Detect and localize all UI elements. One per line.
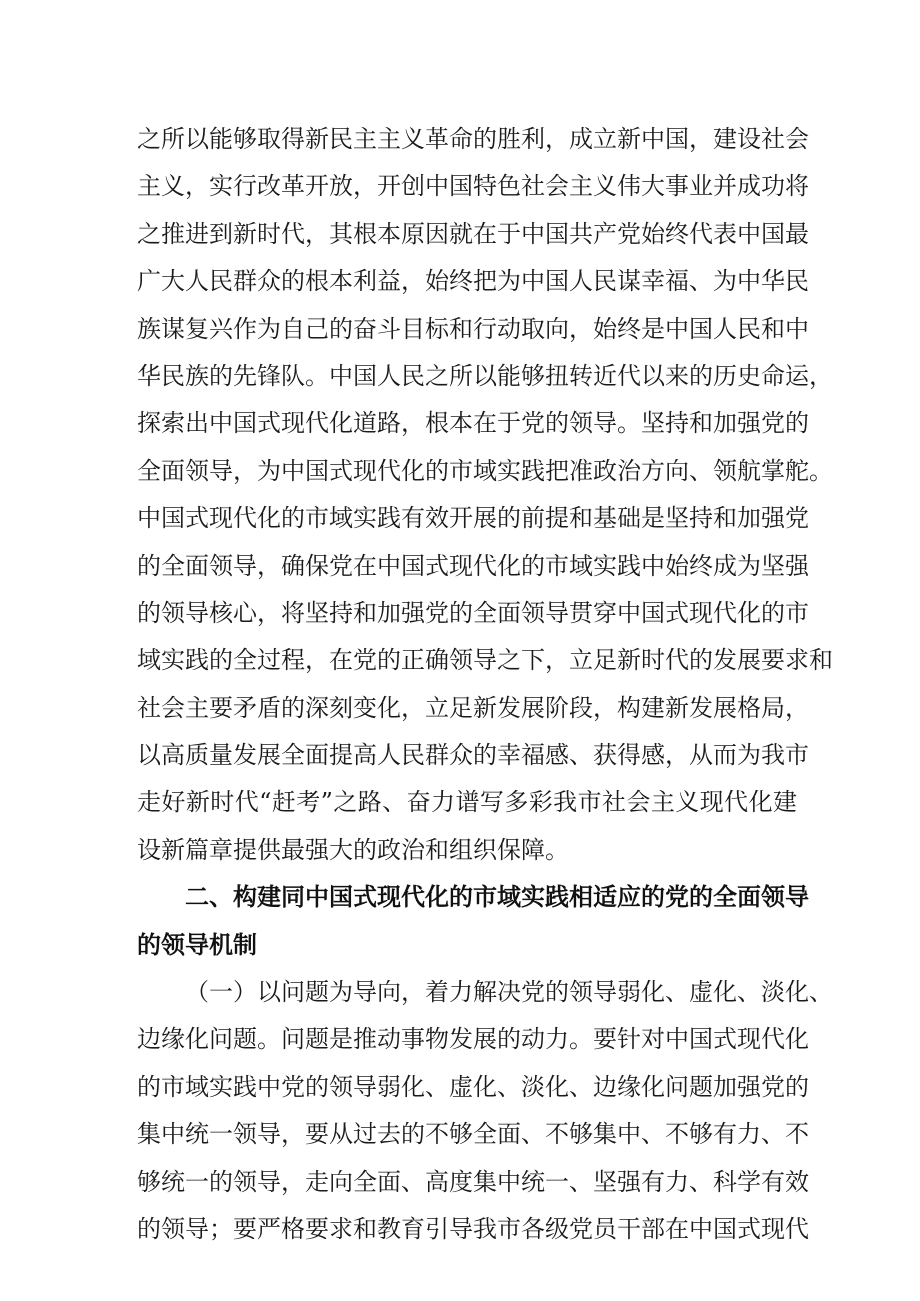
document-body	[137, 116, 833, 1253]
paragraph-line: 设新篇章提供最强大的政治和组织保障。	[137, 835, 569, 864]
paragraph-line: 集中统一领导，要从过去的不够全面、不够集中、不够有力、不	[137, 1120, 809, 1149]
paragraph-line: 之所以能够取得新民主主义革命的胜利，成立新中国，建设社会	[137, 125, 809, 153]
paragraph-line: 够统一的领导，走向全面、高度集中统一、坚强有力、科学有效	[137, 1167, 809, 1196]
paragraph-line: 的市域实践中党的领导弱化、虚化、淡化、边缘化问题加强党的	[137, 1072, 809, 1101]
paragraph-line: 走好新时代“赶考”之路、奋力谱写多彩我市社会主义现代化建	[137, 788, 797, 817]
paragraph-line: 社会主要矛盾的深刻变化，立足新发展阶段，构建新发展格局，	[137, 693, 809, 722]
paragraph-line: 的全面领导，确保党在中国式现代化的市域实践中始终成为坚强	[137, 551, 809, 580]
paragraph-2	[137, 969, 833, 1253]
paragraph-line: 中国式现代化的市域实践有效开展的前提和基础是坚持和加强党	[137, 504, 809, 533]
paragraph-line: 主义，实行改革开放，开创中国特色社会主义伟大事业并成功将	[137, 172, 809, 201]
paragraph-line: 华民族的先锋队。中国人民之所以能够扭转近代以来的历史命运，	[137, 361, 833, 390]
paragraph-line: （一）以问题为导向，着力解决党的领导弱化、虚化、淡化、	[185, 978, 833, 1007]
paragraph-line: 域实践的全过程，在党的正确领导之下，立足新时代的发展要求和	[137, 646, 833, 675]
paragraph-line: 族谋复兴作为自己的奋斗目标和行动取向，始终是中国人民和中	[137, 314, 809, 343]
paragraph-line: 的领导核心，将坚持和加强党的全面领导贯穿中国式现代化的市	[137, 598, 809, 627]
paragraph-line: 边缘化问题。问题是推动事物发展的动力。要针对中国式现代化	[137, 1025, 809, 1054]
paragraph-line: 以高质量发展全面提高人民群众的幸福感、获得感，从而为我市	[137, 741, 809, 770]
paragraph-line: 广大人民群众的根本利益，始终把为中国人民谋幸福、为中华民	[137, 267, 809, 296]
paragraph-line: 的领导；要严格要求和教育引导我市各级党员干部在中国式现代	[137, 1214, 809, 1243]
section-heading	[137, 874, 809, 969]
heading-line: 二、构建同中国式现代化的市域实践相适应的党的全面领导	[185, 883, 809, 912]
heading-line: 的领导机制	[137, 930, 257, 959]
paragraph-1	[137, 116, 833, 874]
paragraph-line: 之推进到新时代，其根本原因就在于中国共产党始终代表中国最	[137, 219, 809, 248]
paragraph-line: 探索出中国式现代化道路，根本在于党的领导。坚持和加强党的	[137, 409, 809, 438]
paragraph-line: 全面领导，为中国式现代化的市域实践把准政治方向、领航掌舵。	[137, 456, 833, 485]
